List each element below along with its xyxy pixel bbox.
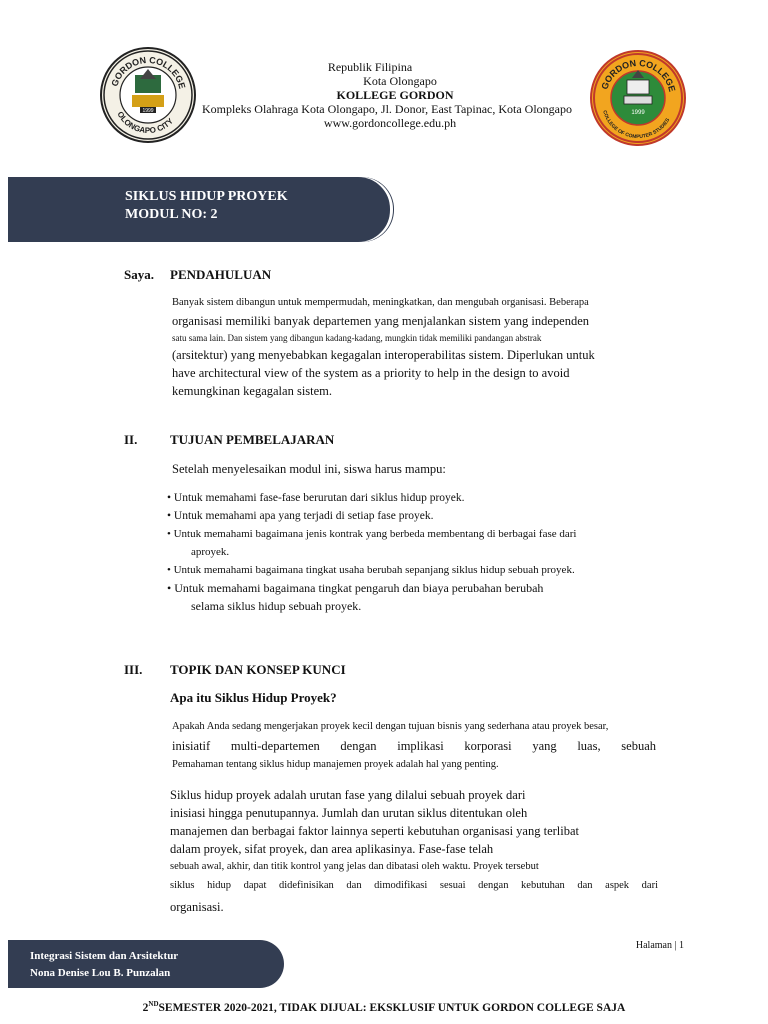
- list-item: [167, 579, 667, 615]
- objective-continuation: aproyek.: [191, 546, 230, 558]
- semester-notice: [0, 1000, 768, 1014]
- section-3-number: III.: [124, 662, 143, 677]
- svg-text:1999: 1999: [142, 108, 154, 114]
- module-title: SIKLUS HIDUP PROYEK: [125, 189, 288, 204]
- objective-text: • Untuk memahami bagaimana jenis kontrak yang berbeda membentang di berbagai fase dari: [167, 528, 577, 540]
- seal-right-icon: [592, 52, 684, 144]
- section-3-paragraph-2: [170, 786, 658, 918]
- page-number: Halaman | 1: [635, 940, 684, 951]
- list-item: [167, 561, 667, 579]
- paragraph-line: manajemen dan berbagai faktor lainnya seperti kebutuhan organisasi yang terlibat: [170, 824, 579, 838]
- header-website: www.gordoncollege.edu.ph: [323, 116, 457, 130]
- paragraph-line: inisiasi hingga penutupannya. Jumlah dan urutan siklus ditentukan oleh: [170, 806, 528, 820]
- objective-text: • Untuk memahami apa yang terjadi di setiap fase proyek.: [167, 510, 434, 522]
- objective-text: • Untuk memahami fase-fase berurutan dari siklus hidup proyek.: [167, 492, 465, 504]
- semester-number: 2: [142, 1001, 149, 1014]
- college-computer-studies-seal: [590, 50, 686, 146]
- intro-line: Banyak sistem dibangun untuk mempermudah, meningkatkan, dan mengubah organisasi. Beberapa: [172, 297, 589, 308]
- header-city: Kota Olongapo: [363, 74, 437, 88]
- list-item: [167, 507, 667, 525]
- paragraph-line: sebuah awal, akhir, dan titik kontrol yang jelas dan dibatasi oleh waktu. Proyek tersebut: [170, 861, 539, 872]
- paragraph-line: inisiatif multi-departemen dengan implikasi korporasi yang luas, sebuah: [172, 739, 656, 753]
- objective-continuation: selama siklus hidup sebuah proyek.: [191, 599, 362, 613]
- section-2-intro: Setelah menyelesaikan modul ini, siswa harus mampu:: [172, 462, 446, 476]
- intro-line: (arsitektur) yang menyebabkan kegagalan interoperabilitas sistem. Diperlukan untuk: [172, 348, 595, 362]
- paragraph-line: Apakah Anda sedang mengerjakan proyek kecil dengan tujuan bisnis yang sederhana atau proyek besar,: [172, 721, 609, 732]
- section-3-subtitle: Apa itu Siklus Hidup Proyek?: [170, 690, 337, 705]
- school-header: [190, 60, 590, 130]
- footer-course: Integrasi Sistem dan Arsitektur: [30, 950, 179, 962]
- footer-course-info: [30, 948, 178, 982]
- section-1-title: PENDAHULUAN: [170, 267, 272, 282]
- svg-text:1999: 1999: [631, 110, 645, 116]
- svg-text:OLONGAPO CITY: OLONGAPO CITY: [115, 109, 175, 136]
- header-country: Republik Filipina: [327, 60, 413, 74]
- section-2-title: TUJUAN PEMBELAJARAN: [170, 432, 335, 447]
- section-1-paragraph: [172, 294, 662, 400]
- module-banner-text: [125, 188, 288, 224]
- module-number: MODUL NO: 2: [125, 207, 218, 222]
- paragraph-line: Siklus hidup proyek adalah urutan fase yang dilalui sebuah proyek dari: [170, 788, 526, 802]
- paragraph-line: dalam proyek, sifat proyek, dan area aplikasinya. Fase-fase telah: [170, 842, 494, 856]
- intro-line: have architectural view of the system as a priority to help in the design to avoid: [172, 366, 570, 380]
- svg-text:GORDON COLLEGE: GORDON COLLEGE: [599, 57, 678, 93]
- list-item: [167, 525, 667, 561]
- section-3-title: TOPIK DAN KONSEP KUNCI: [170, 662, 346, 677]
- header-school-name: KOLLEGE GORDON: [336, 88, 454, 102]
- objective-text: • Untuk memahami bagaimana tingkat usaha berubah sepanjang siklus hidup sebuah proyek.: [167, 564, 575, 576]
- seal-left-icon: [102, 49, 194, 141]
- gordon-college-seal-left: [100, 47, 196, 143]
- paragraph-line: organisasi.: [170, 900, 224, 914]
- header-address: Kompleks Olahraga Kota Olongapo, Jl. Donor, East Tapinac, Kota Olongapo: [201, 102, 573, 116]
- svg-text:COLLEGE OF COMPUTER STUDIES: COLLEGE OF COMPUTER STUDIES: [601, 109, 672, 141]
- semester-text: SEMESTER 2020-2021, TIDAK DIJUAL: EKSKLUSIF UNTUK GORDON COLLEGE SAJA: [158, 1001, 626, 1014]
- section-1-number: Saya.: [124, 267, 154, 282]
- footer-author: Nona Denise Lou B. Punzalan: [30, 967, 171, 979]
- intro-line: satu sama lain. Dan sistem yang dibangun kadang-kadang, mungkin tidak memiliki pandangan abstrak: [172, 333, 542, 343]
- intro-line: kemungkinan kegagalan sistem.: [172, 384, 333, 398]
- intro-line: organisasi memiliki banyak departemen yang menjalankan sistem yang independen: [172, 314, 590, 328]
- paragraph-line: siklus hidup dapat didefinisikan dan dimodifikasi sesuai dengan kebutuhan dan aspek dari: [170, 880, 658, 891]
- objective-text: • Untuk memahami bagaimana tingkat pengaruh dan biaya perubahan berubah: [167, 581, 544, 595]
- svg-text:GORDON COLLEGE: GORDON COLLEGE: [109, 54, 188, 90]
- section-3-paragraph-1: [172, 718, 656, 774]
- objectives-list: [167, 489, 667, 615]
- list-item: [167, 489, 667, 507]
- semester-suffix: ND: [148, 1000, 159, 1008]
- paragraph-line: Pemahaman tentang siklus hidup manajemen proyek adalah hal yang penting.: [172, 759, 499, 770]
- section-2-number: II.: [124, 432, 138, 447]
